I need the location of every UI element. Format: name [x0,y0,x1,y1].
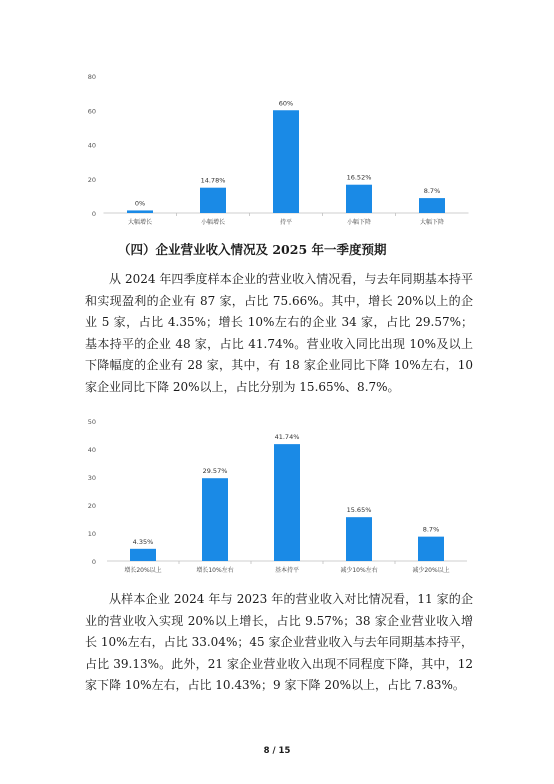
y-tick-label: 0 [91,210,96,218]
category-label: 持平 [279,219,293,226]
bar [130,549,156,561]
category-label: 小幅增长 [200,219,226,226]
category-label: 增长20%以上 [124,567,162,574]
category-label: 大幅增长 [127,219,153,226]
section-heading: （四）企业营业收入情况及 2025 年一季度预期 [118,242,387,257]
bar [418,537,444,561]
y-tick-label: 30 [87,474,96,482]
y-tick-label: 50 [87,418,96,426]
category-label: 大幅下降 [419,219,445,226]
data-label: 4.35% [132,537,154,546]
category-label: 基本持平 [274,567,300,574]
bar [200,188,226,213]
y-tick-label: 20 [87,175,96,184]
y-tick-label: 60 [87,107,96,116]
y-tick-label: 40 [87,446,96,454]
data-label: 0% [134,199,146,208]
bar [419,198,445,213]
category-label: 小幅下降 [346,219,372,226]
y-tick-label: 20 [87,502,96,510]
page-number: 8 / 15 [263,746,291,756]
bar [346,185,372,213]
data-label: 41.74% [274,433,300,442]
data-label: 60% [278,99,294,108]
paragraph-revenue-annual: 从样本企业 2024 年与 2023 年的营业收入对比情况看，11 家的企业的营业收入实现 20%以上增长，占比 9.57%；38 家企业营业收入增长 10%左右，占比 33.04%；45 家企业营业收入与去年同期基本持平，占比 39.13%。此外，21 家企业营业收入出现不同程度下降，其中，12 家下降 10%左右，占比 10.43%；9 家下降 20%以上，占比 7.83%。 [85,592,473,692]
y-tick-label: 0 [91,558,96,566]
bar [202,478,228,561]
bar [346,517,372,561]
revenue-change-chart [0,410,554,578]
category-label: 增长10%左右 [196,567,234,574]
y-tick-label: 80 [87,73,96,81]
data-label: 15.65% [346,506,372,515]
bar [274,444,300,561]
data-label: 8.7% [423,187,441,196]
y-tick-label: 40 [87,141,96,150]
y-tick-label: 10 [87,530,96,538]
paragraph-revenue-q4: 从 2024 年四季度样本企业的营业收入情况看，与去年同期基本持平和实现盈利的企业有 87 家，占比 75.66%。其中，增长 20%以上的企业 5 家，占比 4.35%；增长 10%左右的企业 34 家，占比 29.57%；基本持平的企业 48 家，占比 41.74%。营业收入同比出现 10%及以上下降幅度的企业有 28 家，其中，有 18 家企业同比下降 10%左右，10 家企业同比下降 20%以上，占比分别为 15.65%、8.7%。 [85,272,473,394]
growth-distribution-chart [0,60,554,235]
category-label: 减少10%左右 [340,567,378,574]
data-label: 8.7% [422,525,440,534]
data-label: 29.57% [202,467,228,476]
category-label: 减少20%以上 [412,567,450,574]
data-label: 16.52% [346,173,372,182]
bar [273,110,299,213]
bar [127,210,153,213]
data-label: 14.78% [200,176,226,185]
